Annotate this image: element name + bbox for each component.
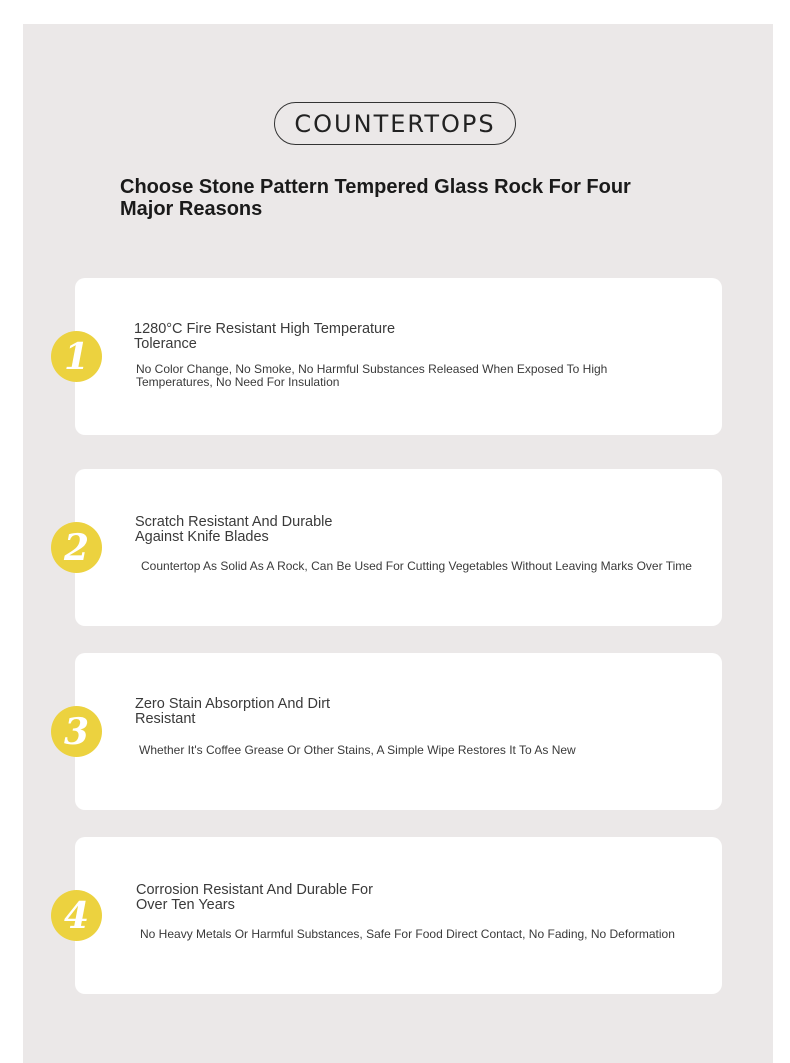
reason-title-1 (134, 322, 395, 352)
reason-title-line: Scratch Resistant And Durable (135, 514, 333, 530)
section-label-pill (274, 102, 516, 145)
reason-card-3 (75, 653, 722, 810)
reason-card-2 (75, 469, 722, 626)
reason-title-line: Resistant (135, 711, 196, 727)
reason-title-line: 1280°C Fire Resistant High Temperature (134, 321, 396, 337)
reason-title-2 (135, 515, 332, 545)
reason-title-line: Zero Stain Absorption And Dirt (135, 696, 331, 712)
reason-title-line: Tolerance (134, 336, 197, 352)
reason-title-line: Over Ten Years (136, 897, 235, 913)
number-badge-1 (51, 331, 102, 382)
number-badge-3 (51, 706, 102, 757)
reason-description-1: No Color Change, No Smoke, No Harmful Substances Released When Exposed To High Temperatures, No Need For Insulation (136, 362, 608, 389)
section-label: COUNTERTOPS (294, 109, 496, 138)
number-badge-2 (51, 522, 102, 573)
badge-number: 1 (63, 335, 90, 378)
badge-number: 2 (63, 526, 90, 569)
reason-description-3: Whether It's Coffee Grease Or Other Stains, A Simple Wipe Restores It To As New (139, 743, 576, 757)
reason-description-4: No Heavy Metals Or Harmful Substances, Safe For Food Direct Contact, No Fading, No Deformation (140, 927, 675, 941)
reason-title-line: Corrosion Resistant And Durable For (136, 882, 373, 898)
reason-title-3 (135, 697, 330, 727)
badge-number: 3 (63, 710, 90, 753)
badge-number: 4 (63, 894, 90, 937)
reason-card-1 (75, 278, 722, 435)
reason-title-line: Against Knife Blades (135, 529, 269, 545)
number-badge-4 (51, 890, 102, 941)
reason-card-4 (75, 837, 722, 994)
reason-title-4 (136, 883, 373, 913)
headline: Choose Stone Pattern Tempered Glass Rock For Four Major Reasons (120, 176, 631, 220)
reason-description-2: Countertop As Solid As A Rock, Can Be Used For Cutting Vegetables Without Leaving Marks Over Time (141, 559, 692, 573)
